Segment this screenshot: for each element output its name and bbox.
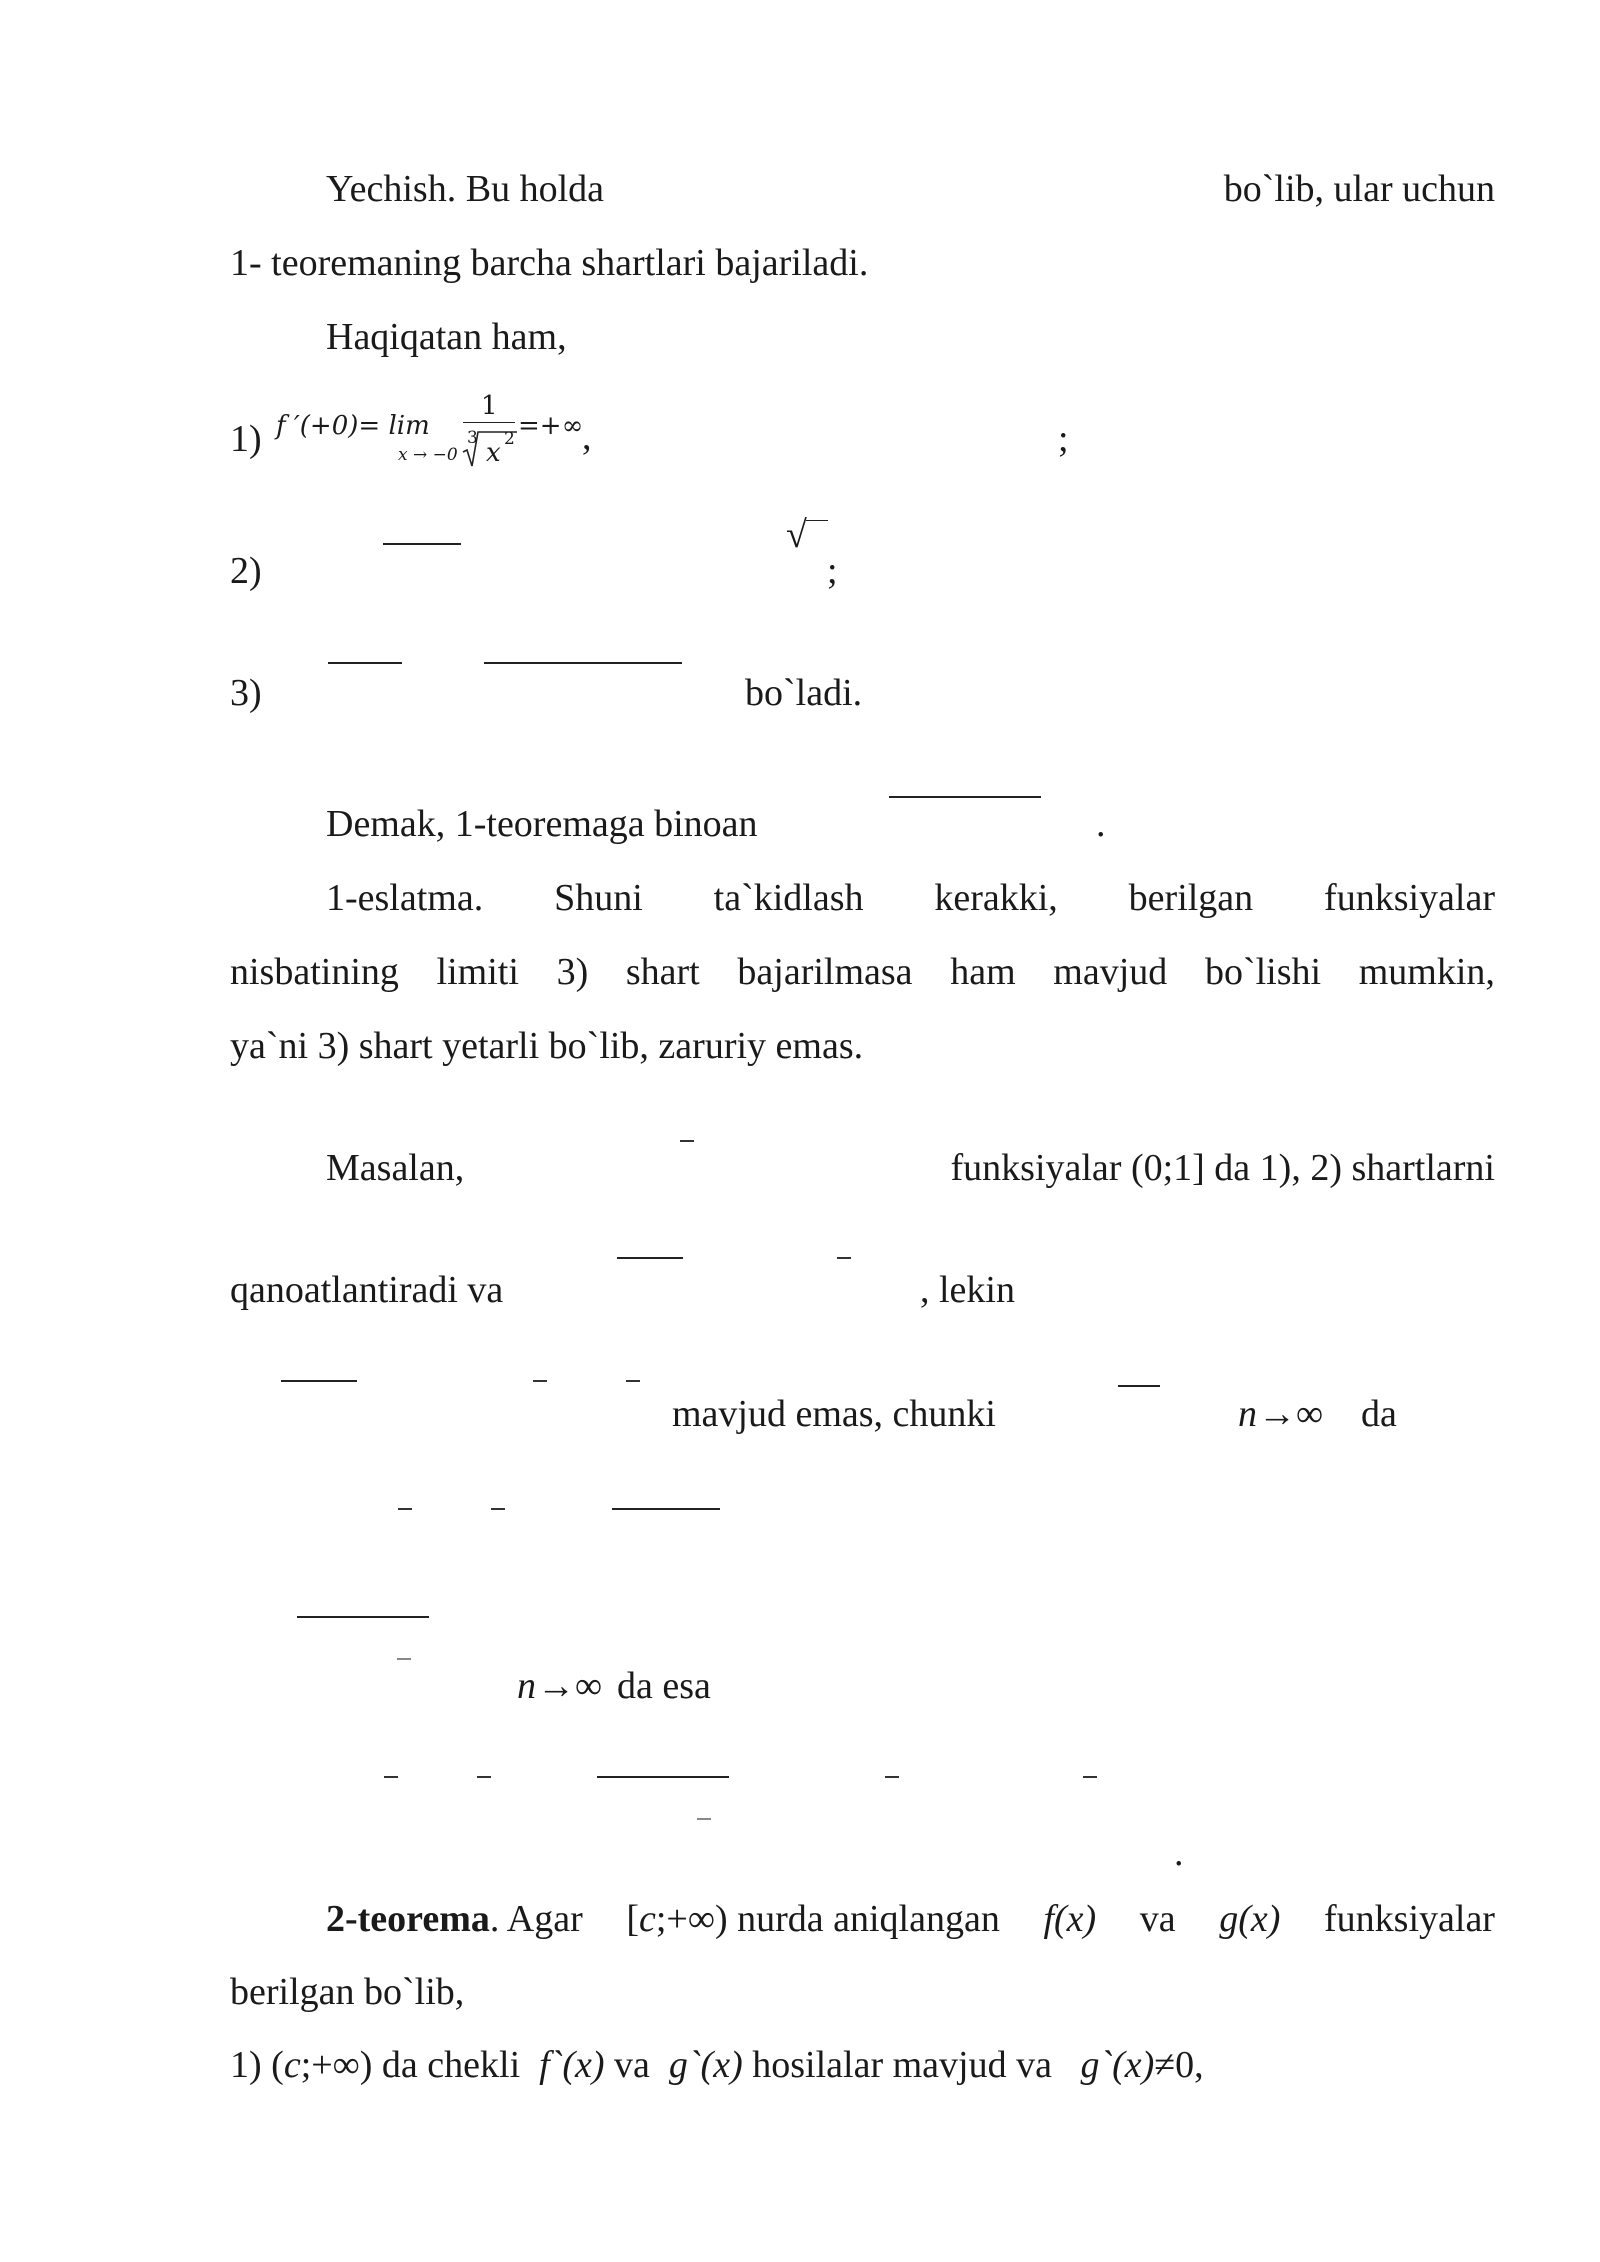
da-text: da (1361, 1393, 1397, 1435)
overline-mark (533, 1380, 547, 1382)
overline-mark (297, 1616, 429, 1618)
theorem-2-title: 2-teorema (326, 1898, 490, 1940)
limit-subscript: x → −0 (398, 445, 458, 465)
overline-mark (697, 1818, 711, 1820)
remark-word: mavjud (1053, 951, 1168, 993)
overline-mark (889, 796, 1041, 798)
interval-expression: [c;+∞) nurda aniqlangan (626, 1898, 1000, 1940)
theorem-2-line-1: 2-teorema. Agar [c;+∞) nurda aniqlangan f(x) va g(x) funksiyalar (326, 1898, 1495, 1940)
remark-word: bajarilmasa (737, 951, 913, 993)
remark-word: ta`kidlash (713, 877, 864, 919)
solution-intro: Yechish. Bu holda (326, 168, 604, 210)
radical-sign: √ (786, 514, 807, 556)
item-3-text: bo`ladi. (745, 672, 863, 714)
item-2-semicolon: ; (827, 550, 838, 592)
overline-mark (680, 1140, 694, 1142)
example-end-dot: . (1174, 1832, 1184, 1874)
overline-mark (491, 1508, 505, 1510)
remark-line-1 (326, 879, 1495, 917)
conclusion-dot: . (1096, 803, 1106, 845)
remark-word: limiti (436, 951, 519, 993)
overline-mark (398, 1508, 412, 1510)
function-f: f(x) (1043, 1898, 1097, 1940)
overline-mark (837, 1257, 851, 1259)
derivative-expression: f ′(+0)= lim (276, 411, 430, 441)
root-variable: x (486, 438, 501, 468)
example-intro: Masalan, (326, 1147, 465, 1189)
variable-n: n (1238, 1393, 1257, 1435)
function-g: g(x) (1219, 1898, 1281, 1940)
theorem-2-line-2: berilgan bo`lib, (230, 1971, 465, 2013)
limit-arrow: →∞ (1258, 1393, 1324, 1435)
derivative-g: g`(x) (1080, 2044, 1155, 2086)
derivative-f: f`(x) (539, 2044, 605, 2086)
overline-mark (1118, 1385, 1160, 1387)
remark-word: shart (625, 951, 700, 993)
remark-word: funksiyalar (1324, 877, 1495, 919)
overline-mark (612, 1508, 720, 1510)
root-exponent: 2 (504, 429, 515, 449)
limit-result: =+∞ (518, 411, 584, 441)
theorem-2-lead: 2-teorema. Agar (326, 1898, 583, 1940)
remark-word: kerakki, (934, 877, 1058, 919)
theorem-2-condition-1: 1) (c;+∞) da chekli f`(x) va g`(x) hosilalar mavjud va g`(x)≠0, (230, 2044, 1204, 2086)
fraction-bar (463, 422, 515, 423)
remark-title: 1-eslatma. (326, 877, 484, 919)
conclusion-text: Demak, 1-teoremaga binoan (326, 803, 758, 845)
variable-n: n (517, 1665, 536, 1707)
remark-word: mumkin, (1358, 951, 1495, 993)
overline-mark (484, 662, 682, 664)
overline-mark (617, 1257, 683, 1259)
theorem-conditions-line: 1- teoremaning barcha shartlari bajariladi. (230, 242, 869, 284)
radical-vinculum (806, 520, 828, 521)
item-1-number: 1) (230, 418, 262, 460)
item-3-number: 3) (230, 672, 262, 714)
remark-line-3: ya`ni 3) shart yetarli bo`lib, zaruriy emas. (230, 1025, 864, 1067)
overline-mark (281, 1380, 357, 1382)
overline-mark (397, 1658, 411, 1660)
item-1-semicolon: ; (1058, 418, 1069, 460)
fraction-numerator: 1 (481, 391, 498, 421)
remark-word: bo`lishi (1204, 951, 1322, 993)
da-esa-text: da esa (617, 1665, 711, 1707)
overline-mark (477, 1776, 491, 1778)
remark-word: nisbatining (230, 951, 399, 993)
overline-mark (597, 1776, 729, 1778)
solution-intro-end: bo`lib, ular uchun (1223, 168, 1495, 210)
overline-mark (383, 543, 461, 545)
overline-mark (885, 1776, 899, 1778)
limit-arrow: →∞ (537, 1665, 603, 1707)
overline-mark (626, 1380, 640, 1382)
remark-line-2 (230, 953, 1495, 991)
remark-word: 3) (556, 951, 589, 993)
overline-mark (384, 1776, 398, 1778)
example-line-3: mavjud emas, chunki (672, 1393, 996, 1435)
derivative-g: g`(x) (668, 2044, 743, 2086)
overline-mark (328, 662, 402, 664)
remark-word: ham (950, 951, 1016, 993)
example-line-2: qanoatlantiradi va (230, 1269, 504, 1311)
overline-mark (1083, 1776, 1097, 1778)
item-2-number: 2) (230, 550, 262, 592)
example-lekin: , lekin (920, 1269, 1015, 1311)
root-index: 3 (467, 428, 478, 448)
example-text: funksiyalar (0;1] da 1), 2) shartlarni (950, 1147, 1495, 1189)
item-1-comma: , (582, 416, 592, 458)
remark-word: Shuni (554, 877, 643, 919)
remark-word: berilgan (1128, 877, 1254, 919)
indeed-text: Haqiqatan ham, (326, 316, 567, 358)
